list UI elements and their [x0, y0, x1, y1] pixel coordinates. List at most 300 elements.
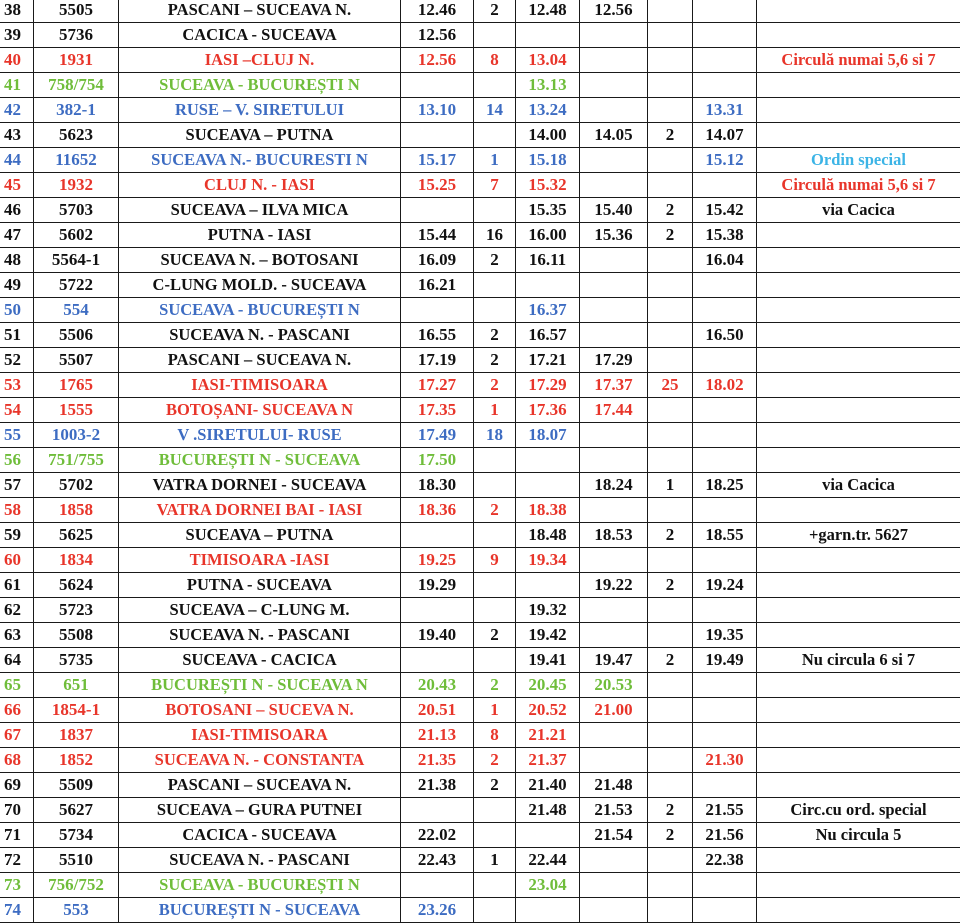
cell-time-departure: 14.00 [516, 123, 580, 148]
cell-train-number: 1834 [34, 548, 119, 573]
cell-route: SUCEAVA - CACICA [119, 648, 401, 673]
cell-train-number: 5722 [34, 273, 119, 298]
cell-stop-minutes-2 [648, 623, 693, 648]
table-row [0, 748, 960, 773]
table-row [0, 198, 960, 223]
cell-time-departure-2 [693, 773, 757, 798]
cell-row-number: 56 [0, 448, 34, 473]
cell-time-departure-2: 18.02 [693, 373, 757, 398]
table-row [0, 698, 960, 723]
cell-time-departure [516, 448, 580, 473]
cell-time-arrival: 15.17 [401, 148, 474, 173]
cell-time-arrival-2 [580, 598, 648, 623]
cell-remarks [757, 373, 960, 398]
cell-train-number: 554 [34, 298, 119, 323]
cell-time-departure: 23.04 [516, 873, 580, 898]
cell-train-number: 5703 [34, 198, 119, 223]
cell-time-departure-2 [693, 173, 757, 198]
cell-stop-minutes-2: 2 [648, 198, 693, 223]
cell-remarks [757, 273, 960, 298]
cell-stop-minutes-2 [648, 898, 693, 923]
cell-stop-minutes: 1 [474, 848, 516, 873]
cell-time-departure [516, 23, 580, 48]
cell-row-number: 59 [0, 523, 34, 548]
cell-time-departure-2: 19.35 [693, 623, 757, 648]
cell-row-number: 53 [0, 373, 34, 398]
cell-route: VATRA DORNEI - SUCEAVA [119, 473, 401, 498]
cell-time-departure-2 [693, 598, 757, 623]
cell-route: TIMISOARA -IASI [119, 548, 401, 573]
cell-time-departure-2: 21.30 [693, 748, 757, 773]
cell-route: PASCANI – SUCEAVA N. [119, 773, 401, 798]
cell-train-number: 5602 [34, 223, 119, 248]
table-row [0, 173, 960, 198]
cell-time-departure [516, 898, 580, 923]
cell-stop-minutes [474, 23, 516, 48]
table-row [0, 448, 960, 473]
cell-stop-minutes: 7 [474, 173, 516, 198]
cell-time-departure-2 [693, 348, 757, 373]
cell-stop-minutes-2 [648, 98, 693, 123]
cell-time-departure: 19.41 [516, 648, 580, 673]
cell-stop-minutes-2 [648, 673, 693, 698]
cell-stop-minutes [474, 598, 516, 623]
table-row [0, 473, 960, 498]
cell-time-arrival-2 [580, 873, 648, 898]
cell-stop-minutes: 8 [474, 723, 516, 748]
table-row [0, 723, 960, 748]
cell-route: SUCEAVA - BUCUREȘTI N [119, 73, 401, 98]
cell-time-departure-2 [693, 398, 757, 423]
cell-stop-minutes [474, 123, 516, 148]
cell-remarks [757, 848, 960, 873]
cell-time-departure-2 [693, 873, 757, 898]
table-row [0, 523, 960, 548]
cell-time-arrival: 22.43 [401, 848, 474, 873]
cell-time-departure: 16.57 [516, 323, 580, 348]
table-row [0, 648, 960, 673]
cell-row-number: 58 [0, 498, 34, 523]
cell-time-departure: 18.48 [516, 523, 580, 548]
table-row [0, 773, 960, 798]
cell-row-number: 43 [0, 123, 34, 148]
cell-time-departure-2: 18.25 [693, 473, 757, 498]
cell-route: IASI-TIMISOARA [119, 723, 401, 748]
cell-stop-minutes-2 [648, 773, 693, 798]
cell-stop-minutes [474, 298, 516, 323]
cell-time-departure: 13.13 [516, 73, 580, 98]
cell-time-arrival: 17.19 [401, 348, 474, 373]
cell-stop-minutes [474, 898, 516, 923]
cell-time-arrival-2 [580, 323, 648, 348]
cell-time-arrival [401, 73, 474, 98]
cell-stop-minutes: 2 [474, 323, 516, 348]
cell-stop-minutes: 14 [474, 98, 516, 123]
cell-train-number: 1852 [34, 748, 119, 773]
cell-row-number: 47 [0, 223, 34, 248]
cell-train-number: 5507 [34, 348, 119, 373]
cell-time-arrival-2: 19.47 [580, 648, 648, 673]
table-row [0, 623, 960, 648]
cell-time-arrival-2 [580, 23, 648, 48]
cell-stop-minutes: 2 [474, 748, 516, 773]
cell-row-number: 64 [0, 648, 34, 673]
cell-time-departure-2 [693, 273, 757, 298]
cell-remarks [757, 423, 960, 448]
cell-stop-minutes-2: 2 [648, 648, 693, 673]
cell-time-arrival-2 [580, 448, 648, 473]
cell-stop-minutes-2 [648, 498, 693, 523]
cell-row-number: 38 [0, 0, 34, 23]
cell-row-number: 73 [0, 873, 34, 898]
cell-time-arrival-2 [580, 48, 648, 73]
cell-train-number: 382-1 [34, 98, 119, 123]
cell-route: PUTNA - SUCEAVA [119, 573, 401, 598]
cell-time-arrival-2: 21.54 [580, 823, 648, 848]
cell-time-departure: 16.37 [516, 298, 580, 323]
cell-remarks: Circulă numai 5,6 si 7 [757, 48, 960, 73]
cell-stop-minutes-2: 2 [648, 123, 693, 148]
cell-route: SUCEAVA N.- BUCURESTI N [119, 148, 401, 173]
cell-stop-minutes [474, 198, 516, 223]
cell-time-arrival-2 [580, 848, 648, 873]
table-row [0, 348, 960, 373]
cell-route: SUCEAVA – PUTNA [119, 123, 401, 148]
cell-remarks [757, 98, 960, 123]
cell-time-arrival-2 [580, 623, 648, 648]
cell-time-arrival-2 [580, 173, 648, 198]
cell-time-arrival: 20.43 [401, 673, 474, 698]
cell-time-arrival-2: 17.37 [580, 373, 648, 398]
cell-stop-minutes: 2 [474, 498, 516, 523]
cell-time-arrival-2: 14.05 [580, 123, 648, 148]
cell-train-number: 553 [34, 898, 119, 923]
cell-time-arrival [401, 873, 474, 898]
cell-time-arrival-2 [580, 548, 648, 573]
cell-stop-minutes-2 [648, 848, 693, 873]
cell-remarks [757, 73, 960, 98]
cell-time-arrival-2: 15.36 [580, 223, 648, 248]
cell-row-number: 52 [0, 348, 34, 373]
cell-row-number: 68 [0, 748, 34, 773]
cell-row-number: 72 [0, 848, 34, 873]
cell-route: CACICA - SUCEAVA [119, 23, 401, 48]
cell-route: V .SIRETULUI- RUSE [119, 423, 401, 448]
cell-stop-minutes [474, 823, 516, 848]
cell-time-departure: 19.32 [516, 598, 580, 623]
cell-time-departure-2 [693, 0, 757, 23]
cell-time-departure: 13.24 [516, 98, 580, 123]
cell-stop-minutes-2 [648, 248, 693, 273]
cell-remarks [757, 573, 960, 598]
table-row [0, 0, 960, 23]
cell-stop-minutes-2 [648, 723, 693, 748]
cell-remarks [757, 398, 960, 423]
cell-row-number: 50 [0, 298, 34, 323]
cell-row-number: 69 [0, 773, 34, 798]
cell-row-number: 51 [0, 323, 34, 348]
cell-stop-minutes-2 [648, 548, 693, 573]
table-row [0, 98, 960, 123]
cell-time-arrival: 16.55 [401, 323, 474, 348]
cell-train-number: 751/755 [34, 448, 119, 473]
cell-remarks [757, 773, 960, 798]
cell-remarks [757, 0, 960, 23]
cell-train-number: 758/754 [34, 73, 119, 98]
cell-time-arrival [401, 798, 474, 823]
cell-stop-minutes: 1 [474, 398, 516, 423]
cell-train-number: 1837 [34, 723, 119, 748]
cell-train-number: 5505 [34, 0, 119, 23]
cell-remarks [757, 673, 960, 698]
cell-time-departure: 19.42 [516, 623, 580, 648]
cell-row-number: 63 [0, 623, 34, 648]
cell-remarks: Circulă numai 5,6 si 7 [757, 173, 960, 198]
cell-time-arrival: 21.13 [401, 723, 474, 748]
cell-time-arrival: 12.56 [401, 23, 474, 48]
table-row [0, 498, 960, 523]
cell-time-arrival: 17.49 [401, 423, 474, 448]
cell-time-arrival [401, 298, 474, 323]
cell-time-arrival: 20.51 [401, 698, 474, 723]
cell-remarks [757, 623, 960, 648]
cell-remarks [757, 873, 960, 898]
cell-time-departure: 22.44 [516, 848, 580, 873]
cell-time-arrival-2 [580, 748, 648, 773]
table-row [0, 398, 960, 423]
table-row [0, 823, 960, 848]
cell-row-number: 65 [0, 673, 34, 698]
cell-time-arrival: 19.40 [401, 623, 474, 648]
cell-row-number: 41 [0, 73, 34, 98]
cell-remarks: Nu circula 6 si 7 [757, 648, 960, 673]
cell-route: IASI-TIMISOARA [119, 373, 401, 398]
cell-remarks: via Cacica [757, 198, 960, 223]
cell-route: VATRA DORNEI BAI - IASI [119, 498, 401, 523]
cell-time-departure [516, 573, 580, 598]
cell-remarks [757, 698, 960, 723]
table-row [0, 248, 960, 273]
cell-route: BUCUREȘTI N - SUCEAVA N [119, 673, 401, 698]
cell-time-arrival-2 [580, 298, 648, 323]
cell-time-arrival-2 [580, 148, 648, 173]
cell-stop-minutes: 9 [474, 548, 516, 573]
cell-stop-minutes: 8 [474, 48, 516, 73]
cell-time-arrival-2: 18.24 [580, 473, 648, 498]
cell-route: SUCEAVA - BUCUREȘTI N [119, 298, 401, 323]
cell-stop-minutes-2 [648, 173, 693, 198]
cell-stop-minutes: 2 [474, 673, 516, 698]
cell-time-arrival: 17.50 [401, 448, 474, 473]
cell-time-departure-2: 21.55 [693, 798, 757, 823]
cell-stop-minutes-2 [648, 748, 693, 773]
cell-stop-minutes [474, 648, 516, 673]
cell-stop-minutes: 2 [474, 773, 516, 798]
cell-stop-minutes: 2 [474, 0, 516, 23]
cell-time-arrival-2: 18.53 [580, 523, 648, 548]
cell-row-number: 71 [0, 823, 34, 848]
cell-route: SUCEAVA N. - PASCANI [119, 848, 401, 873]
cell-time-arrival-2: 17.29 [580, 348, 648, 373]
cell-time-departure-2: 15.42 [693, 198, 757, 223]
cell-route: BOTOȘANI- SUCEAVA N [119, 398, 401, 423]
cell-row-number: 74 [0, 898, 34, 923]
cell-row-number: 55 [0, 423, 34, 448]
cell-row-number: 60 [0, 548, 34, 573]
cell-time-arrival-2: 20.53 [580, 673, 648, 698]
cell-train-number: 1858 [34, 498, 119, 523]
cell-stop-minutes: 2 [474, 373, 516, 398]
cell-stop-minutes-2 [648, 323, 693, 348]
cell-remarks [757, 723, 960, 748]
cell-time-departure: 16.00 [516, 223, 580, 248]
cell-train-number: 5509 [34, 773, 119, 798]
cell-time-departure: 17.21 [516, 348, 580, 373]
cell-stop-minutes-2 [648, 398, 693, 423]
cell-time-departure: 15.35 [516, 198, 580, 223]
cell-stop-minutes-2 [648, 448, 693, 473]
cell-row-number: 67 [0, 723, 34, 748]
cell-remarks: Ordin special [757, 148, 960, 173]
cell-row-number: 48 [0, 248, 34, 273]
cell-remarks [757, 598, 960, 623]
cell-row-number: 57 [0, 473, 34, 498]
cell-time-departure: 19.34 [516, 548, 580, 573]
cell-remarks [757, 248, 960, 273]
cell-time-arrival-2: 19.22 [580, 573, 648, 598]
cell-time-arrival [401, 598, 474, 623]
cell-time-arrival: 12.46 [401, 0, 474, 23]
cell-row-number: 45 [0, 173, 34, 198]
cell-row-number: 42 [0, 98, 34, 123]
cell-stop-minutes [474, 523, 516, 548]
cell-stop-minutes-2 [648, 23, 693, 48]
cell-stop-minutes: 2 [474, 348, 516, 373]
table-row [0, 73, 960, 98]
cell-train-number: 5625 [34, 523, 119, 548]
cell-train-number: 5735 [34, 648, 119, 673]
table-row [0, 48, 960, 73]
cell-remarks: Circ.cu ord. special [757, 798, 960, 823]
cell-route: SUCEAVA – PUTNA [119, 523, 401, 548]
cell-stop-minutes-2: 2 [648, 223, 693, 248]
cell-stop-minutes-2: 2 [648, 573, 693, 598]
cell-time-departure-2: 16.04 [693, 248, 757, 273]
cell-time-arrival-2 [580, 98, 648, 123]
cell-time-departure-2: 15.12 [693, 148, 757, 173]
cell-stop-minutes [474, 73, 516, 98]
cell-time-arrival: 15.25 [401, 173, 474, 198]
cell-time-arrival: 21.38 [401, 773, 474, 798]
cell-time-departure: 21.37 [516, 748, 580, 773]
cell-time-departure-2: 14.07 [693, 123, 757, 148]
cell-route: SUCEAVA – GURA PUTNEI [119, 798, 401, 823]
cell-train-number: 1765 [34, 373, 119, 398]
cell-route: IASI –CLUJ N. [119, 48, 401, 73]
cell-time-arrival [401, 523, 474, 548]
cell-time-departure-2 [693, 698, 757, 723]
cell-stop-minutes-2 [648, 273, 693, 298]
cell-time-departure-2 [693, 673, 757, 698]
cell-time-arrival: 19.25 [401, 548, 474, 573]
cell-time-arrival-2: 21.00 [580, 698, 648, 723]
cell-route: PASCANI – SUCEAVA N. [119, 0, 401, 23]
cell-train-number: 5623 [34, 123, 119, 148]
table-row [0, 848, 960, 873]
cell-stop-minutes [474, 448, 516, 473]
cell-time-arrival: 17.35 [401, 398, 474, 423]
cell-time-arrival: 16.09 [401, 248, 474, 273]
cell-time-departure: 21.40 [516, 773, 580, 798]
cell-time-departure-2: 22.38 [693, 848, 757, 873]
cell-train-number: 1854-1 [34, 698, 119, 723]
cell-row-number: 46 [0, 198, 34, 223]
table-row [0, 598, 960, 623]
cell-time-departure: 13.04 [516, 48, 580, 73]
cell-stop-minutes-2 [648, 698, 693, 723]
cell-time-departure-2 [693, 898, 757, 923]
cell-remarks: via Cacica [757, 473, 960, 498]
table-row [0, 123, 960, 148]
cell-time-arrival-2 [580, 423, 648, 448]
cell-stop-minutes-2 [648, 48, 693, 73]
cell-train-number: 5702 [34, 473, 119, 498]
cell-route: PUTNA - IASI [119, 223, 401, 248]
cell-stop-minutes-2: 1 [648, 473, 693, 498]
cell-train-number: 756/752 [34, 873, 119, 898]
cell-stop-minutes [474, 473, 516, 498]
cell-remarks [757, 298, 960, 323]
cell-time-departure-2: 16.50 [693, 323, 757, 348]
cell-time-arrival-2 [580, 273, 648, 298]
cell-stop-minutes-2 [648, 348, 693, 373]
cell-stop-minutes: 16 [474, 223, 516, 248]
cell-stop-minutes-2: 2 [648, 523, 693, 548]
cell-stop-minutes [474, 573, 516, 598]
cell-time-departure [516, 823, 580, 848]
cell-stop-minutes-2 [648, 598, 693, 623]
table-row [0, 423, 960, 448]
cell-time-departure: 17.29 [516, 373, 580, 398]
table-row [0, 298, 960, 323]
cell-time-departure: 16.11 [516, 248, 580, 273]
cell-time-departure: 18.38 [516, 498, 580, 523]
cell-train-number: 5736 [34, 23, 119, 48]
cell-time-arrival-2 [580, 248, 648, 273]
cell-time-arrival: 12.56 [401, 48, 474, 73]
cell-remarks [757, 498, 960, 523]
table-row [0, 673, 960, 698]
cell-time-departure: 20.45 [516, 673, 580, 698]
cell-route: BOTOSANI – SUCEVA N. [119, 698, 401, 723]
cell-stop-minutes-2: 2 [648, 823, 693, 848]
cell-train-number: 651 [34, 673, 119, 698]
cell-train-number: 1003-2 [34, 423, 119, 448]
cell-time-departure-2 [693, 298, 757, 323]
cell-stop-minutes: 18 [474, 423, 516, 448]
cell-route: CACICA - SUCEAVA [119, 823, 401, 848]
cell-train-number: 5624 [34, 573, 119, 598]
cell-remarks: +garn.tr. 5627 [757, 523, 960, 548]
cell-time-arrival: 18.36 [401, 498, 474, 523]
table-row [0, 548, 960, 573]
cell-time-arrival [401, 648, 474, 673]
cell-time-arrival [401, 198, 474, 223]
cell-remarks [757, 323, 960, 348]
cell-row-number: 40 [0, 48, 34, 73]
cell-stop-minutes-2 [648, 148, 693, 173]
cell-remarks [757, 448, 960, 473]
